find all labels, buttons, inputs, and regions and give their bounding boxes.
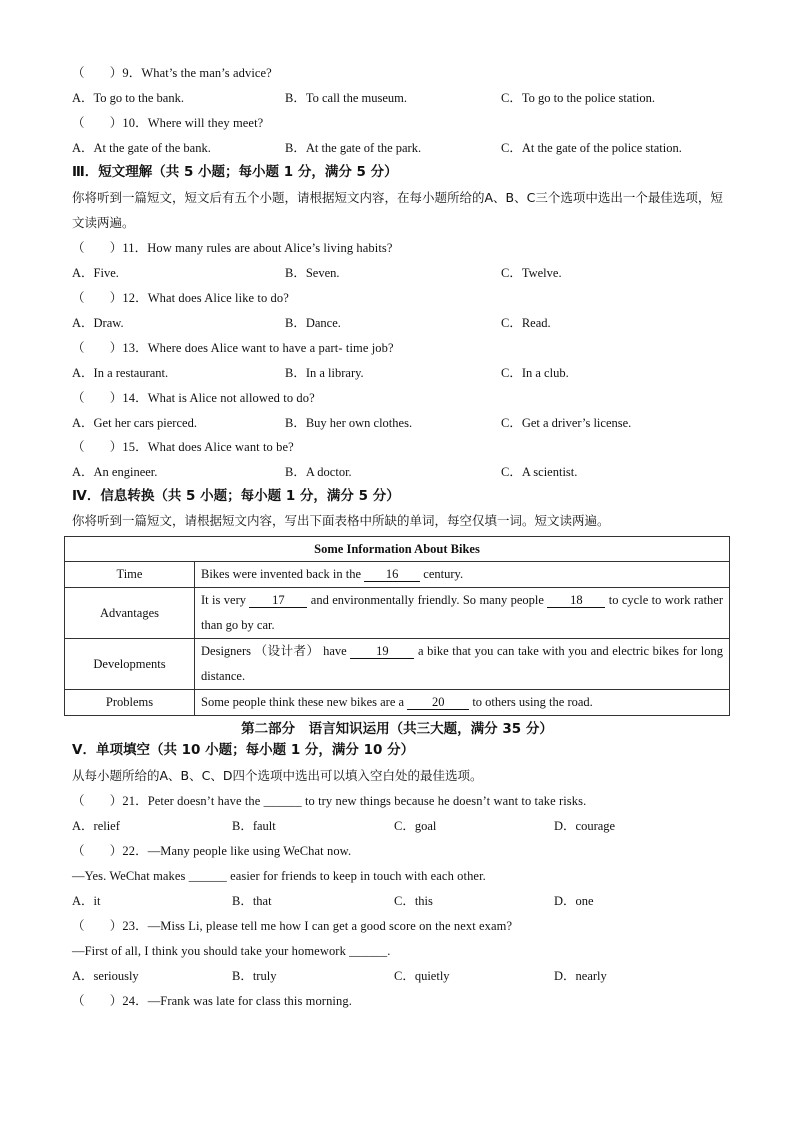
section-5-title: Ⅴ．单项填空（共 10 小题；每小题 1 分，满分 10 分） <box>72 742 415 758</box>
question-12-options <box>72 315 732 331</box>
option-a[interactable]: A．Get her cars pierced. <box>72 416 197 430</box>
answer-bracket: （ ） <box>72 341 123 355</box>
row-label: Developments <box>65 639 195 690</box>
option-a[interactable]: A．At the gate of the bank. <box>72 141 211 155</box>
question-stem: 23．—Miss Li, please tell me how I can get a good score on the next exam? <box>122 919 513 933</box>
answer-bracket: （ ） <box>72 994 123 1008</box>
section-3-title: Ⅲ．短文理解（共 5 小题；每小题 1 分，满分 5 分） <box>72 164 398 180</box>
option-b[interactable]: B．Buy her own clothes. <box>285 416 413 430</box>
question-stem: 24．—Frank was late for class this morning. <box>122 994 352 1008</box>
table-header: Some Information About Bikes <box>65 537 730 562</box>
question-15 <box>72 439 294 455</box>
answer-bracket: （ ） <box>72 391 123 405</box>
row-content: Designers （设计者） have 19 a bike that you can take with you and electric bikes for long distance. <box>195 639 730 690</box>
option-a[interactable]: A．In a restaurant. <box>72 366 169 380</box>
question-23-reply: —First of all, I think you should take your homework ______. <box>72 944 391 958</box>
question-stem: 11．How many rules are about Alice’s living habits? <box>122 241 393 255</box>
section-4-title: Ⅳ．信息转换（共 5 小题；每小题 1 分，满分 5 分） <box>72 488 400 504</box>
answer-bracket: （ ） <box>72 66 123 80</box>
row-label: Problems <box>65 690 195 716</box>
answer-bracket: （ ） <box>72 919 123 933</box>
question-12 <box>72 290 289 306</box>
question-23 <box>72 918 512 934</box>
question-stem: 12．What does Alice like to do? <box>122 291 289 305</box>
table-row <box>65 690 730 716</box>
option-c[interactable]: C．this <box>394 894 433 908</box>
section-3-instructions: 你将听到一篇短文，短文后有五个小题，请根据短文内容，在每小题所给的A、B、C三个选项中选出一个最佳选项，短文读两遍。 <box>72 190 723 230</box>
row-label: Time <box>65 562 195 588</box>
row-label: Advantages <box>65 588 195 639</box>
option-c[interactable]: C．At the gate of the police station. <box>501 141 682 155</box>
question-13 <box>72 340 394 356</box>
question-11 <box>72 240 393 256</box>
question-stem: 9．What’s the man’s advice? <box>122 66 272 80</box>
option-b[interactable]: B．truly <box>232 969 277 983</box>
option-b[interactable]: B．Dance. <box>285 316 341 330</box>
question-stem: 13．Where does Alice want to have a part- time job? <box>122 341 394 355</box>
option-d[interactable]: D．courage <box>554 819 616 833</box>
blank-20[interactable]: 20 <box>407 695 469 710</box>
option-c[interactable]: C．Twelve. <box>501 266 562 280</box>
question-23-options <box>72 968 732 984</box>
option-a[interactable]: A．relief <box>72 819 120 833</box>
question-24 <box>72 993 352 1009</box>
option-b[interactable]: B．To call the museum. <box>285 91 408 105</box>
option-c[interactable]: C．quietly <box>394 969 450 983</box>
question-stem: 14．What is Alice not allowed to do? <box>122 391 315 405</box>
answer-bracket: （ ） <box>72 291 123 305</box>
option-a[interactable]: A．Draw. <box>72 316 124 330</box>
question-stem: 15．What does Alice want to be? <box>122 440 294 454</box>
answer-bracket: （ ） <box>72 794 123 808</box>
question-21-options <box>72 818 732 834</box>
question-22 <box>72 843 351 859</box>
part-2-title: 第二部分 语言知识运用（共三大题，满分 35 分） <box>241 721 553 737</box>
option-d[interactable]: D．one <box>554 894 594 908</box>
option-c[interactable]: C．To go to the police station. <box>501 91 655 105</box>
option-d[interactable]: D．nearly <box>554 969 607 983</box>
question-22-options <box>72 893 732 909</box>
question-11-options <box>72 265 732 281</box>
answer-bracket: （ ） <box>72 241 123 255</box>
blank-18[interactable]: 18 <box>547 593 605 608</box>
option-c[interactable]: C．Read. <box>501 316 551 330</box>
option-b[interactable]: B．that <box>232 894 272 908</box>
option-c[interactable]: C．In a club. <box>501 366 569 380</box>
row-content: Some people think these new bikes are a 20 to others using the road. <box>195 690 730 716</box>
question-10 <box>72 115 263 131</box>
answer-bracket: （ ） <box>72 440 123 454</box>
section-4-instructions: 你将听到一篇短文，请根据短文内容，写出下面表格中所缺的单词，每空仅填一词。短文读两遍。 <box>72 513 610 528</box>
option-b[interactable]: B．fault <box>232 819 276 833</box>
option-b[interactable]: B．A doctor. <box>285 465 352 479</box>
question-13-options <box>72 365 732 381</box>
option-a[interactable]: A．To go to the bank. <box>72 91 184 105</box>
question-14-options <box>72 415 732 431</box>
blank-19[interactable]: 19 <box>350 644 414 659</box>
question-22-reply: —Yes. WeChat makes ______ easier for friends to keep in touch with each other. <box>72 869 486 883</box>
option-c[interactable]: C．goal <box>394 819 437 833</box>
question-14 <box>72 390 315 406</box>
section-5-instructions: 从每小题所给的A、B、C、D四个选项中选出可以填入空白处的最佳选项。 <box>72 768 483 783</box>
row-content: Bikes were invented back in the 16 century. <box>195 562 730 588</box>
option-b[interactable]: B．At the gate of the park. <box>285 141 422 155</box>
option-b[interactable]: B．Seven. <box>285 266 340 280</box>
question-stem: 22．—Many people like using WeChat now. <box>122 844 352 858</box>
row-content: It is very 17 and environmentally friendly. So many people 18 to cycle to work rather than go by car. <box>195 588 730 639</box>
table-row <box>65 562 730 588</box>
option-a[interactable]: A．Five. <box>72 266 119 280</box>
table-row <box>65 588 730 639</box>
option-b[interactable]: B．In a library. <box>285 366 364 380</box>
option-a[interactable]: A．it <box>72 894 101 908</box>
bike-info-table <box>64 536 730 716</box>
question-9 <box>72 65 272 81</box>
blank-17[interactable]: 17 <box>249 593 307 608</box>
option-c[interactable]: C．Get a driver’s license. <box>501 416 632 430</box>
question-9-options <box>72 90 732 106</box>
option-a[interactable]: A．seriously <box>72 969 139 983</box>
answer-bracket: （ ） <box>72 844 123 858</box>
option-c[interactable]: C．A scientist. <box>501 465 578 479</box>
option-a[interactable]: A．An engineer. <box>72 465 158 479</box>
question-21 <box>72 793 586 809</box>
question-15-options <box>72 464 732 480</box>
question-stem: 21．Peter doesn’t have the ______ to try new things because he doesn’t want to take risks. <box>122 794 587 808</box>
answer-bracket: （ ） <box>72 116 123 130</box>
blank-16[interactable]: 16 <box>364 567 420 582</box>
question-10-options <box>72 140 732 156</box>
question-stem: 10．Where will they meet? <box>122 116 264 130</box>
table-row <box>65 639 730 690</box>
